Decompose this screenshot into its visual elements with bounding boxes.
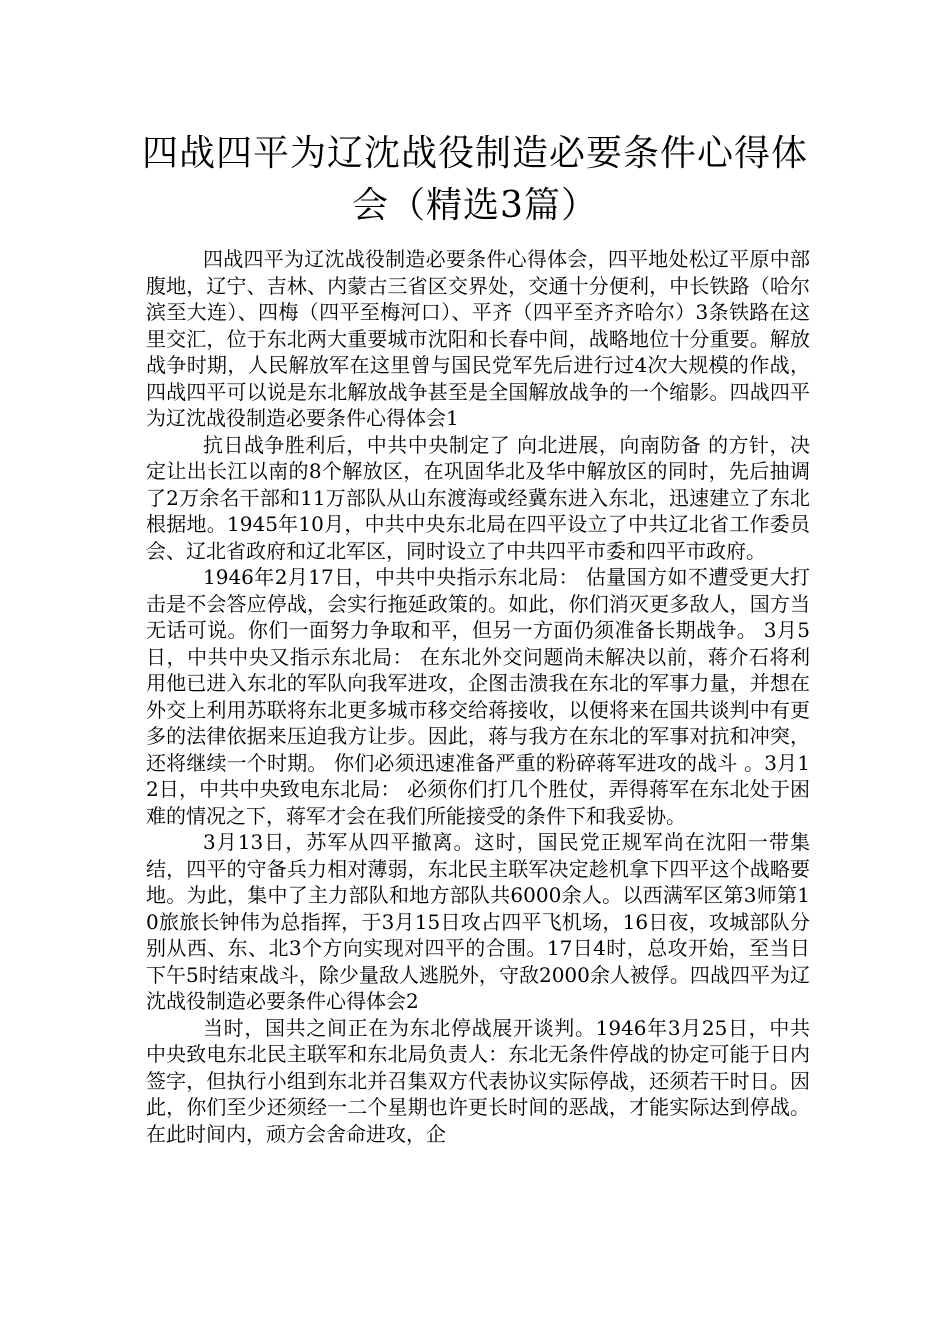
document-body xyxy=(146,246,810,1147)
paragraph-2: 抗日战争胜利后，中共中央制定了 向北进展，向南防备 的方针，决定让出长江以南的8个解放区，在巩固华北及华中解放区的同时，先后抽调了2万余名干部和11万部队从山东渡海或经冀东进入东北，迅速建立了东北根据地。1945年10月，中共中央东北局在四平设立了中共辽北省工作委员会、辽北省政府和辽北军区，同时设立了中共四平市委和四平市政府。 xyxy=(146,432,810,563)
paragraph-4: 3月13日，苏军从四平撤离。这时，国民党正规军尚在沈阳一带集结，四平的守备兵力相对薄弱，东北民主联军决定趁机拿下四平这个战略要地。为此，集中了主力部队和地方部队共6000余人。以西满军区第3师第10旅旅长钟伟为总指挥，于3月15日攻占四平飞机场，16日夜，攻城部队分别从西、东、北3个方向实现对四平的合围。17日4时，总攻开始，至当日下午5时结束战斗，除少量敌人逃脱外，守敌2000余人被俘。四战四平为辽沈战役制造必要条件心得体会2 xyxy=(146,830,810,1013)
paragraph-3: 1946年2月17日，中共中央指示东北局： 估量国方如不遭受更大打击是不会答应停战，会实行拖延政策的。如此，你们消灭更多敌人，国方当无话可说。你们一面努力争取和平，但另一方面仍须准备长期战争。 3月5日，中共中央又指示东北局： 在东北外交问题尚未解决以前，蒋介石将利用他已进入东北的军队向我军进攻，企图击溃我在东北的军事力量，并想在外交上利用苏联将东北更多城市移交给蒋接收，以便将来在国共谈判中有更多的法律依据来压迫我方让步。因此，蒋与我方在东北的军事对抗和冲突，还将继续一个时期。 你们必须迅速准备严重的粉碎蒋军进攻的战斗 。3月12日，中共中央致电东北局： 必须你们打几个胜仗，弄得蒋军在东北处于困难的情况之下，蒋军才会在我们所能接受的条件下和我妥协。 xyxy=(146,565,810,828)
paragraph-5: 当时，国共之间正在为东北停战展开谈判。1946年3月25日，中共中央致电东北民主联军和东北局负责人：东北无条件停战的协定可能于日内签字，但执行小组到东北并召集双方代表协议实际停战，还须若干时日。因此，你们至少还须经一二个星期也许更长时间的恶战，才能实际达到停战。在此时间内，顽方会舍命进攻，企 xyxy=(146,1015,810,1146)
paragraph-intro: 四战四平为辽沈战役制造必要条件心得体会，四平地处松辽平原中部腹地，辽宁、吉林、内蒙古三省区交界处，交通十分便利，中长铁路（哈尔滨至大连）、四梅（四平至梅河口）、平齐（四平至齐齐哈尔）3条铁路在这里交汇，位于东北两大重要城市沈阳和长春中间，战略地位十分重要。解放战争时期，人民解放军在这里曾与国民党军先后进行过4次大规模的作战，四战四平可以说是东北解放战争甚至是全国解放战争的一个缩影。四战四平为辽沈战役制造必要条件心得体会1 xyxy=(146,247,810,430)
document-title: 四战四平为辽沈战役制造必要条件心得体会（精选3篇） xyxy=(141,133,808,226)
